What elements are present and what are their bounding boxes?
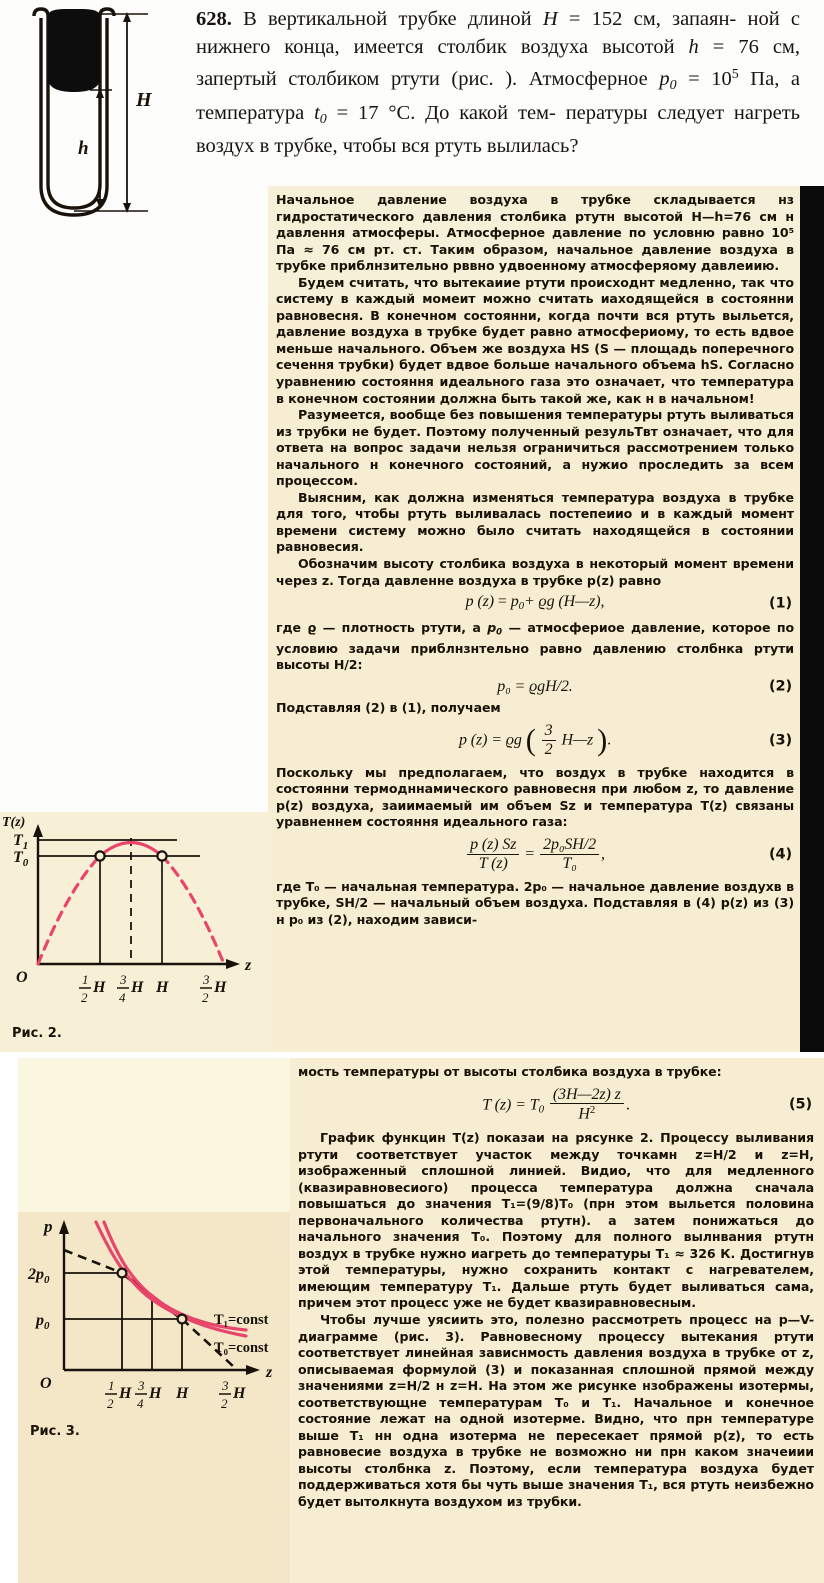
eq4-right-denominator: T₀ [540,854,599,874]
fig2-xtick1-letter: H [93,979,106,996]
fig3-label-T0-const: T₀=const [214,1340,269,1356]
equation-2 [276,679,794,696]
fig2-xtick1-num: 1 [82,972,89,987]
figure2-graph [0,812,272,1028]
p-exponent: 5 [731,67,739,82]
fig2-xtick4-num: 3 [203,972,210,987]
solution-paragraph-1: Начальное давление воздуха в трубке складывается нз гидростатического давления столбика ртутн высотой H—h=76 см н давлення атмосферы. Атмосферное давление по условню равно 10⁵ Па ≈ 76 см рт. ст. Таким образом, начальное давление воздуха в трубке приблнзительно рввно удвоенному атмосферяому давлеиию. [276,192,794,274]
equation-4-tag: (4) [768,846,792,863]
fig3-xtick4-num: 3 [222,1378,229,1393]
eq4-left-denominator: T (z) [467,854,519,874]
fig3-tick-2p0: $2p_0$ [28,1266,50,1286]
fig2-curve-dashed-right [162,856,224,964]
eq5-den-base: H [578,1106,590,1124]
eq4-equals: = [525,845,535,863]
eq4-comma: , [601,845,605,863]
tube-figure [12,6,188,222]
eq3-paren-close: ) [597,723,608,758]
problem-line2: ной с нижнего конца, имеется столбик воздуха высотой [196,8,800,58]
fig3-xtick-H: H [176,1385,189,1402]
figure3-caption: Рис. 3. [30,1424,80,1439]
fig2-marker-half-H [95,851,104,860]
fig2-xtick-H: H [156,979,169,996]
eq3-tail: H—z [561,731,594,749]
eq5-denominator [550,1103,624,1125]
solution-paragraph-12: Чтобы лучше уясиить это, полезно рассмотреть процесс на p—V-диаграмме (рис. 3). Равновесному процессу вытекания ртути соответствует линейная зависнмость давления воздуха в трубке от z, описываемая формулой (3) и показанная сплошной прямой между значениями z=H/2 н z=H. На этом же рисунке нзображены изотермы, соответствующне температурам T₀ и T₁. Начальное и конечное состояние лежат на одной изотерме. Видно, что прн температуре выше T₁ нн одна изотерма не пересекает прямой p(z), то есть равновесие воздуха в трубке не возможно ни прн каком значеиии высоты столбнка z. Поэтому, если температура воздуха будет поддерживаться хотя бы чуть выше значения T₁, вся ртуть неизбежно будет вытолкнута воздухом из трубки. [298,1312,814,1510]
p6-var-p0: $p_0$ [487,619,503,638]
solution-paragraph-4: Выясним, как должна изменяться температура воздуха в трубке для того, чтобы ртуть выливалась постепеиио и в каждый момент времени систему можно было считать находящейся в состоянии равновесия. [276,489,794,555]
fig3-label-T1-const: T₁=const [214,1312,269,1328]
eq1-sub: 0 [518,600,524,613]
solution-paragraph-11: График функцин T(z) показаи на рясунке 2. Процессу выливания ртути соответствует участок между точкамн z=H/2 и z=H, изображенный сплошной линией. Видио, что для медленного (квазиравновесиого) процесса температура должна сначала повышаться до значения T₁=(9/8)T₀ (прн этом выльется половина первоначального количества ртутн). а затем понижаться до начального значения T₀. Поэтому для полного вылнвания ртутн воздух в трубке нужно иагреть до температуры T₁ ≈ 326 К. Достигнув этой температуры, нужно сохранить контакт с нагревателем, имеющим температуру T₁. Дальше ртуть будет выливаться сама, причем этот процесс уже не будет квазиравновесным. [298,1129,814,1311]
fig3-xtick2-den: 4 [137,1396,144,1411]
fig2-xtick2-num: 3 [120,972,127,987]
problem-line5: пературы следует нагреть воздух в трубке, чтобы вся ртуть [196,101,801,158]
figure2-caption: Рис. 2. [12,1026,62,1041]
fig2-marker-H [157,851,166,860]
fig3-tick-p0: $p_0$ [36,1312,50,1332]
eq3-fraction [542,722,556,760]
fig2-xtick4-den: 2 [202,990,209,1005]
fig3-xtick1-letter: H [119,1385,132,1402]
equation-1-tag: (1) [768,596,792,613]
solution-paragraph-3: Разумеется, вообще без повышения температуры ртуть выливаться из трубки не будет. Поэтому полученный резульТвт означает, что для ответа на вопрос задачи нельзя ограничиться рассмотрением только начального н конечного состояний, а нужио проследить за всем процессом. [276,407,794,489]
tube-label-H: H [136,89,152,111]
fig2-y-axis-label: T(z) [2,815,26,830]
eq1-rhs: p [510,593,519,611]
fig3-xtick1-den: 2 [107,1396,114,1411]
solution-paragraph-8: Поскольку мы предполагаем, что воздух в трубке находится в состоянни термодннамического равновесня при любом z, то давление p(z) воздуха, заиимаемый им объем Sz и температура T(z) связаны уравненнем состояння идеального газа: [276,764,794,830]
problem-number: 628. [196,8,232,30]
solution-paragraph-7: Подставляя (2) в (1), получаем [276,700,501,716]
fig2-y-axis-arrow [33,824,43,837]
fig2-xtick-three-quarter-H [117,972,144,1005]
p-value-a: = 10 [676,68,732,91]
eq5-numerator: (3H—2z) z [552,1085,621,1103]
fig3-xtick4-letter: H [233,1385,246,1402]
eq3-paren-open: ( [525,723,536,758]
solution-paragraph-6 [276,620,794,674]
equation-3 [276,722,794,760]
fig3-y-axis-arrow [59,1220,69,1234]
figure3-graph [18,1212,290,1437]
H-value: = 152 см, запаян- [557,8,737,30]
eq5-den-exponent: 2 [589,1104,596,1117]
solution-paragraph-5: Обозначим высоту столбика воздуха в некоторый момент времени через z. Тогда давленне воздуха в трубке p(z) равно [276,556,794,588]
equation-4 [276,836,794,874]
eq2-body: p₀ = ϱgH/2. [497,677,573,695]
fig3-xtick2-num: 3 [138,1378,145,1393]
var-p: p [659,68,670,91]
fig3-origin-label: O [40,1375,52,1392]
fig3-xtick2-letter: H [149,1385,162,1402]
fig2-xtick2-letter: H [131,979,144,996]
fig2-x-axis-arrow [226,959,240,969]
equation-2-tag: (2) [768,678,792,695]
fig2-xtick2-den: 4 [119,990,126,1005]
solution-text-column [276,192,794,928]
fig3-marker-final-state [178,1315,187,1324]
equation-5-tag: (5) [788,1096,812,1113]
fig2-tick-T0: $T_0$ [13,849,29,869]
solution-text-column-2 [298,1064,814,1511]
eq5-fraction [550,1086,624,1125]
fig3-marker-initial-state [118,1269,127,1278]
fig3-xtick-three-half-H [219,1378,246,1411]
eq3-period: . [607,731,612,749]
eq1-rest: + ϱg (H—z), [523,593,605,611]
equation-5 [298,1086,814,1125]
mercury-column [48,9,100,92]
eq3-denominator: 2 [542,740,556,760]
fig2-xtick4-letter: H [214,979,227,996]
p-value-b: Па, а температура [196,68,800,124]
var-H: H [542,8,558,30]
eq1-relation: = [497,593,507,611]
fig2-x-axis-label: z [245,957,252,974]
equation-3-tag: (3) [768,732,792,749]
var-p-sub: 0 [669,78,677,94]
t-value: = 17 °C. До какой тем- [326,101,556,124]
problem-line1: В вертикальной трубке длиной [231,8,543,30]
p6-part-a: где ϱ — плотность ртути, а [276,619,488,635]
var-t: t [314,101,320,124]
fig2-xtick1-den: 2 [81,990,88,1005]
fig2-xtick-three-half-H [200,972,227,1005]
fig3-xtick4-den: 2 [221,1396,228,1411]
eq3-numerator: 3 [544,721,553,739]
fig3-y-axis-label: p [44,1217,53,1236]
solution-paragraph-2: Будем считать, что вытекаиие ртути происходнт медленно, так что систему в каждый момеит можно считать иаходящейся в состоянни равновесня. В конечном состоянни, когда почти вся ртуть выльется, давление воздуха в трубке будет равно атмосфериому, то есть вдвое меньше начального. Объем же воздуха HS (S — площадь поперечного сечення трубки) будет вдвое больше начального объема hS. Согласно уравнению состояння идеального газа это означает, что температура в конечном состоянии должна быть такой же, как н в начальном! [276,274,794,406]
scan-edge-black-strip [800,186,824,1052]
p6-part-b: — атмосфериое давление, которое по условию задачи приблнзнтельно равно давлению столбнка ртути высоты H/2: [276,619,794,673]
eq5-lead-sub: 0 [538,1102,544,1115]
problem-statement [196,6,800,161]
fig2-origin-label: O [16,969,28,986]
equation-1 [276,594,794,615]
h-value: = 76 см, запертый столбиком ртути (рис. ). Атмосферное [196,35,801,91]
eq3-lead: p (z) = ϱg [458,731,522,749]
eq4-left-numerator: p (z) Sz [470,835,517,853]
fig2-tick-T1: $T_1$ [13,832,29,852]
fig3-x-axis-label: z [266,1364,273,1381]
fig3-x-axis-arrow [246,1365,260,1375]
fig2-curve-dashed-left [38,856,100,964]
var-t-sub: 0 [319,111,327,127]
var-h: h [688,35,699,58]
eq4-right-fraction [540,836,599,874]
eq5-lead: T (z) = T [482,1095,539,1113]
fig3-xtick1-num: 1 [108,1378,115,1393]
tube-label-h: h [78,138,89,159]
eq5-period: . [625,1095,630,1113]
solution-paragraph-10: мость температуры от высоты столбика воздуха в трубке: [298,1064,722,1079]
problem-line6: вылилась? [486,135,579,158]
solution-paragraph-9: где T₀ — начальная температура. 2p₀ — начальное давление воздухв в трубке, SH/2 — начальный объем воздуха. Подставляя в (4) p(z) из (3) н p₀ из (2), находим зависи- [276,878,794,927]
fig2-xtick-half-H [79,972,106,1005]
eq1-lhs: p (z) [465,593,494,611]
fig3-xtick-half-H [105,1378,132,1411]
fig3-xtick-three-quarter-H [135,1378,162,1411]
eq4-left-fraction [467,836,519,874]
eq4-right-numerator: 2p₀SH/2 [543,835,597,853]
